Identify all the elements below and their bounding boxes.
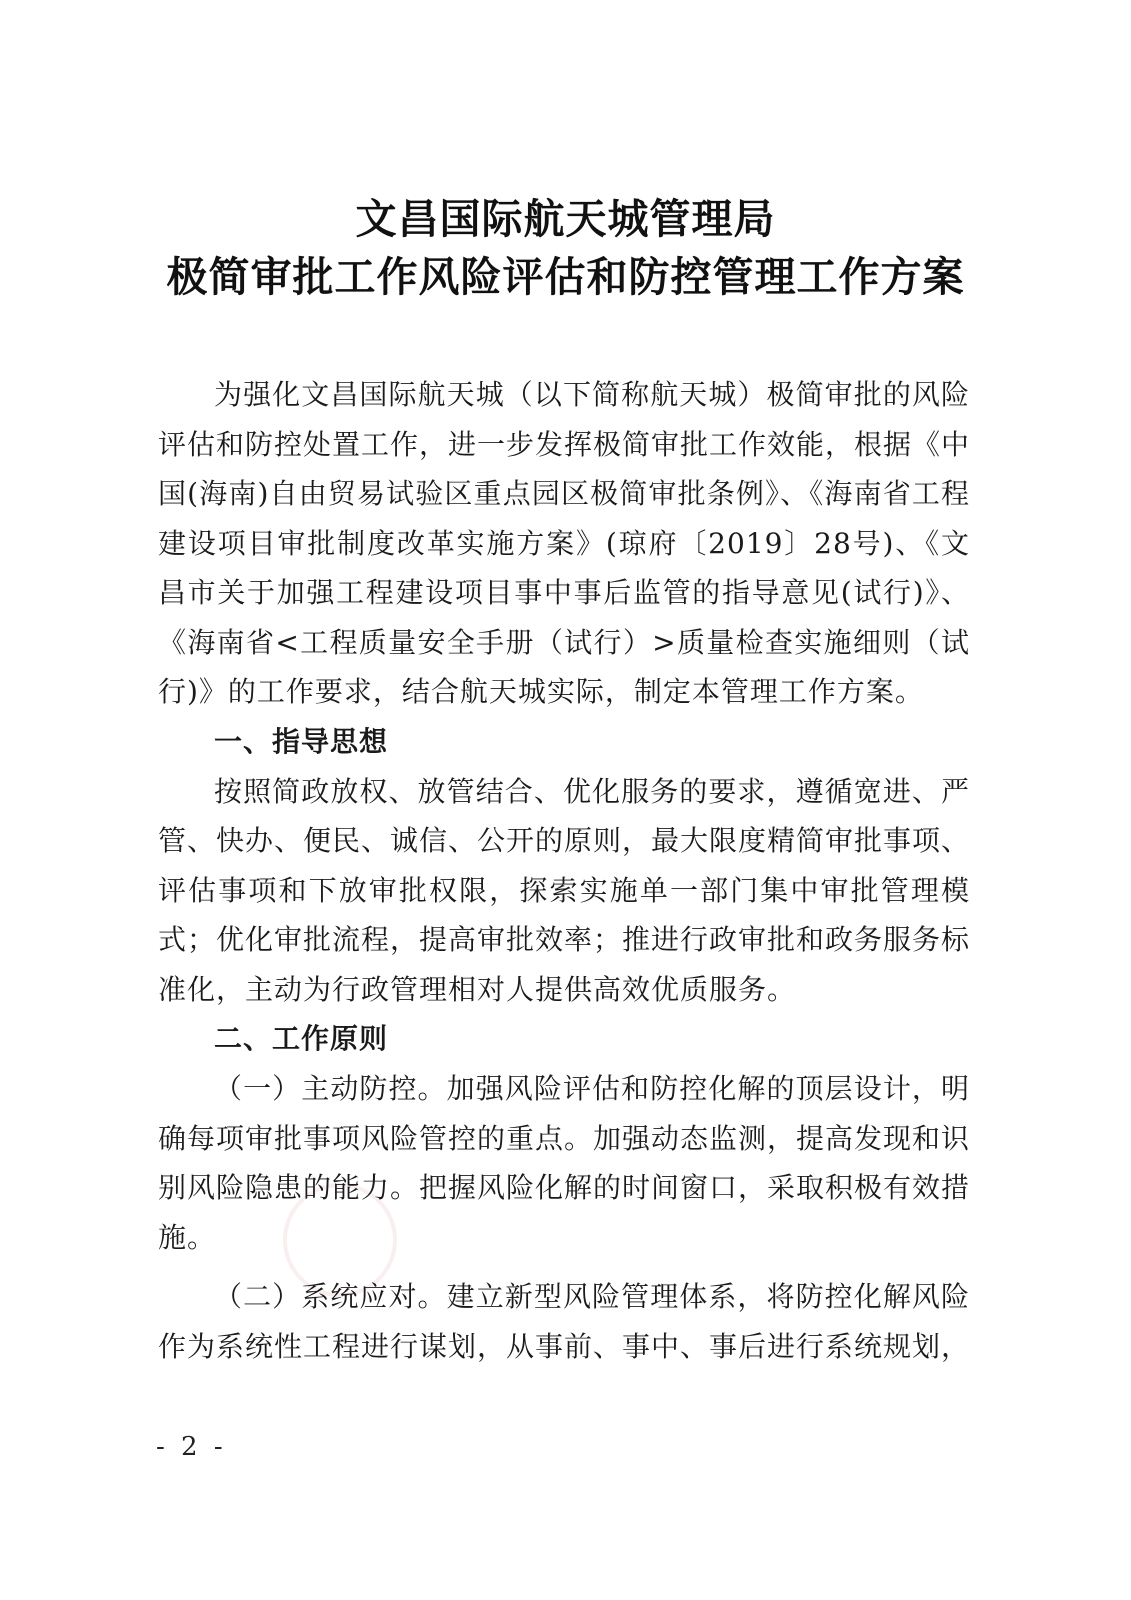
intro-paragraph: 为强化文昌国际航天城（以下简称航天城）极简审批的风险评估和防控处置工作，进一步发挥极简审批工作效能，根据《中国(海南)自由贸易试验区重点园区极简审批条例》、《海南省工程建设项目审批制度改革实施方案》(琼府〔2019〕28号)、《文昌市关于加强工程建设项目事中事后监管的指导意见(试行)》、《海南省<工程质量安全手册（试行）>质量检查实施细则（试行)》的工作要求，结合航天城实际，制定本管理工作方案。 [158, 378, 971, 708]
section-1-paragraph: 按照简政放权、放管结合、优化服务的要求，遵循宽进、严管、快办、便民、诚信、公开的原则，最大限度精简审批事项、评估事项和下放审批权限，探索实施单一部门集中审批管理模式；优化审批流程，提高审批效率；推进行政审批和政务服务标准化，主动为行政管理相对人提供高效优质服务。 [158, 774, 971, 1006]
section-2-heading: 二、工作原则 [214, 1022, 389, 1055]
section-2-item-2: （二）系统应对。建立新型风险管理体系，将防控化解风险作为系统性工程进行谋划，从事前、事中、事后进行系统规划， [158, 1280, 971, 1363]
document-title [0, 190, 1131, 306]
title-line-1: 文昌国际航天城管理局 [355, 195, 776, 243]
section-1-heading: 一、指导思想 [214, 724, 389, 758]
document-body [158, 370, 970, 1371]
title-line-2: 极简审批工作风险评估和防控管理工作方案 [166, 253, 965, 301]
section-2-item-1: （一）主动防控。加强风险评估和防控化解的顶层设计，明确每项审批事项风险管控的重点。加强动态监测，提高发现和识别风险隐患的能力。把握风险化解的时间窗口，采取积极有效措施。 [158, 1072, 971, 1254]
page-number: - 2 - [156, 1432, 227, 1462]
